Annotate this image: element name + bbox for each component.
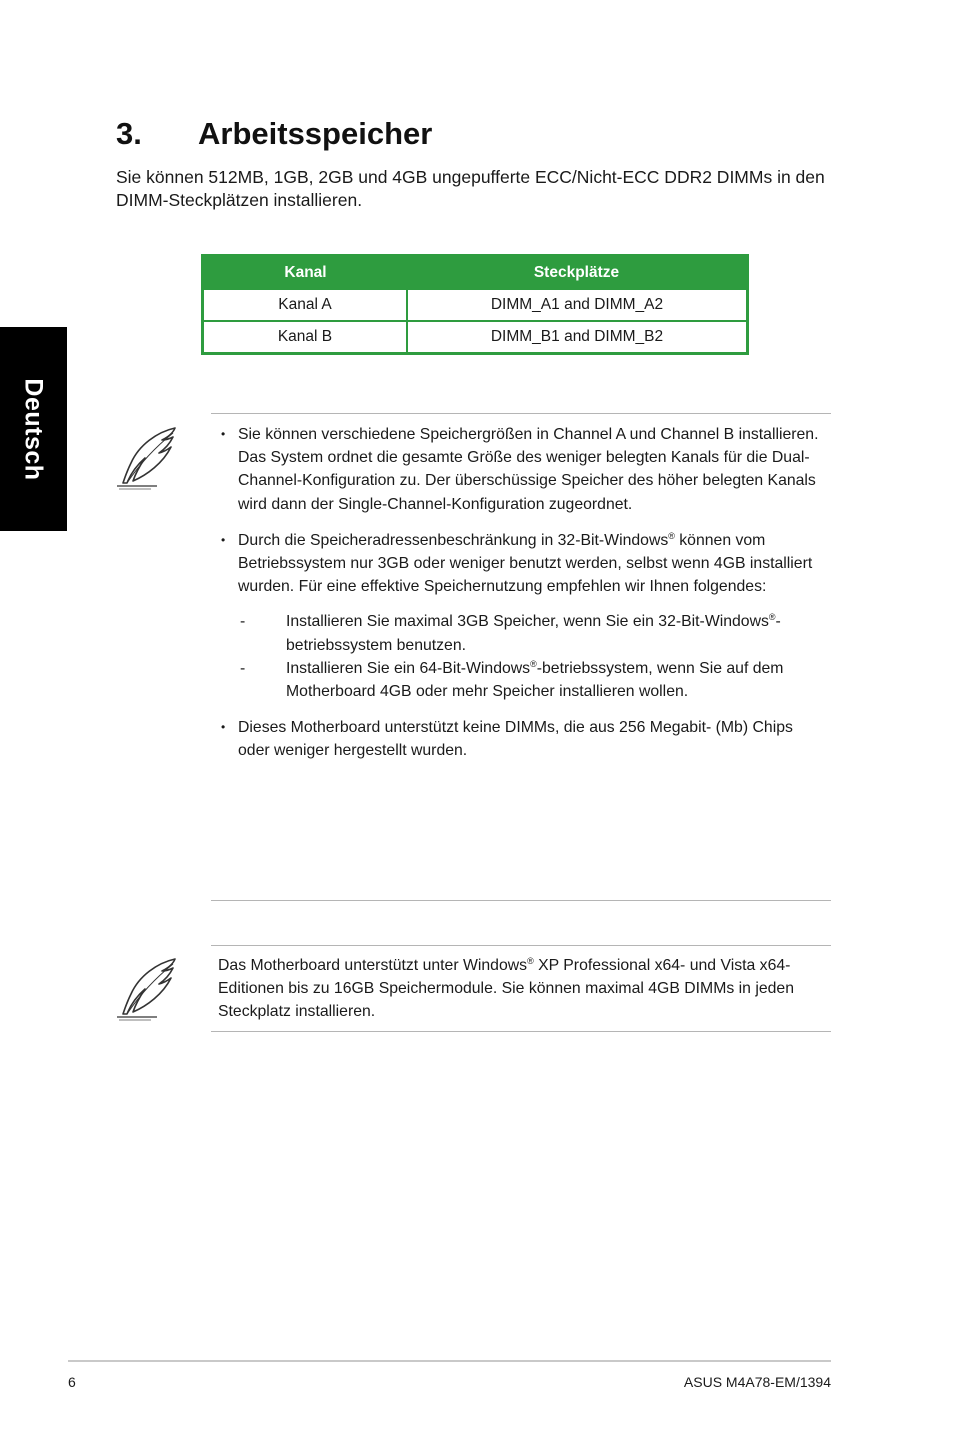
page-number: 6: [68, 1374, 76, 1390]
note-text: [218, 954, 818, 1024]
language-tab: [0, 327, 67, 531]
table-row: [203, 289, 748, 321]
quill-note-icon: [113, 425, 183, 491]
table-cell: DIMM_B1 and DIMM_B2: [407, 321, 748, 354]
note-box: [211, 413, 831, 901]
list-item: • Sie können verschiedene Speichergrößen in Channel A und Channel B installieren. Das System ordnet die gesamte Größe des weniger belegten Kanals für die Dual-Channel-Konfiguration zu. Der überschüssige Speicher des höher belegten Kanals wird dann der Single-Channel-Konfiguration zugeordnet.: [218, 423, 828, 516]
table-cell: DIMM_A1 and DIMM_A2: [407, 289, 748, 321]
note-bullet-list: [218, 423, 828, 776]
sub-list: [238, 610, 828, 703]
registered-mark: ®: [768, 612, 776, 623]
product-name: ASUS M4A78-EM/1394: [683, 1374, 831, 1390]
sub-item-text: Installieren Sie maximal 3GB Speicher, wenn Sie ein 32-Bit-Windows: [286, 613, 769, 631]
registered-mark: ®: [527, 956, 534, 966]
registered-mark: ®: [668, 530, 675, 541]
sub-item-text: -betriebssystem, wenn Sie auf dem Motherboard 4GB oder mehr Speicher installieren wollen.: [286, 659, 784, 701]
table-header-cell: Kanal: [203, 256, 408, 290]
bullet-text: Durch die Speicheradressenbeschränkung in 32-Bit-Windows: [238, 531, 669, 549]
registered-mark: ®: [530, 658, 537, 669]
sub-list-item: [238, 657, 828, 703]
memory-channel-table: [201, 254, 749, 355]
footer-divider: [68, 1360, 831, 1362]
note-box: [211, 945, 831, 1032]
list-item: • Dieses Motherboard unterstützt keine DIMMs, die aus 256 Megabit- (Mb) Chips oder weniger hergestellt wurden.: [218, 716, 828, 762]
table-cell: Kanal A: [203, 289, 408, 321]
sub-list-item: [238, 610, 828, 656]
table-header-row: [203, 256, 748, 290]
bullet-text: können vom Betriebssystem nur 3GB oder weniger benutzt werden, selbst wenn 4GB installiert wurden. Für eine effektive Speichernutzung empfehlen wir Ihnen folgendes:: [238, 531, 813, 596]
table-header-cell: Steckplätze: [407, 256, 748, 290]
sub-item-text: -betriebssystem benutzen.: [286, 613, 781, 654]
sub-item-text: Installieren Sie ein 64-Bit-Windows: [286, 659, 531, 677]
section-number: 3.: [116, 116, 142, 151]
section-heading: [116, 116, 432, 152]
language-tab-label: Deutsch: [20, 377, 49, 481]
intro-paragraph: Sie können 512MB, 1GB, 2GB und 4GB ungepufferte ECC/Nicht-ECC DDR2 DIMMs in den DIMM-Steckplätzen installieren.: [116, 167, 825, 210]
quill-note-icon: [113, 956, 183, 1022]
list-item: [218, 529, 828, 703]
table-row: [203, 321, 748, 354]
note-text-part: Das Motherboard unterstützt unter Windows: [218, 957, 528, 974]
section-title: Arbeitsspeicher: [198, 116, 433, 151]
table-cell: Kanal B: [203, 321, 408, 354]
note-text-part: XP Professional x64- und Vista x64-Editionen bis zu 16GB Speichermodule. Sie können maximal 4GB DIMMs in jeden Steckplatz installieren.: [218, 957, 795, 1021]
